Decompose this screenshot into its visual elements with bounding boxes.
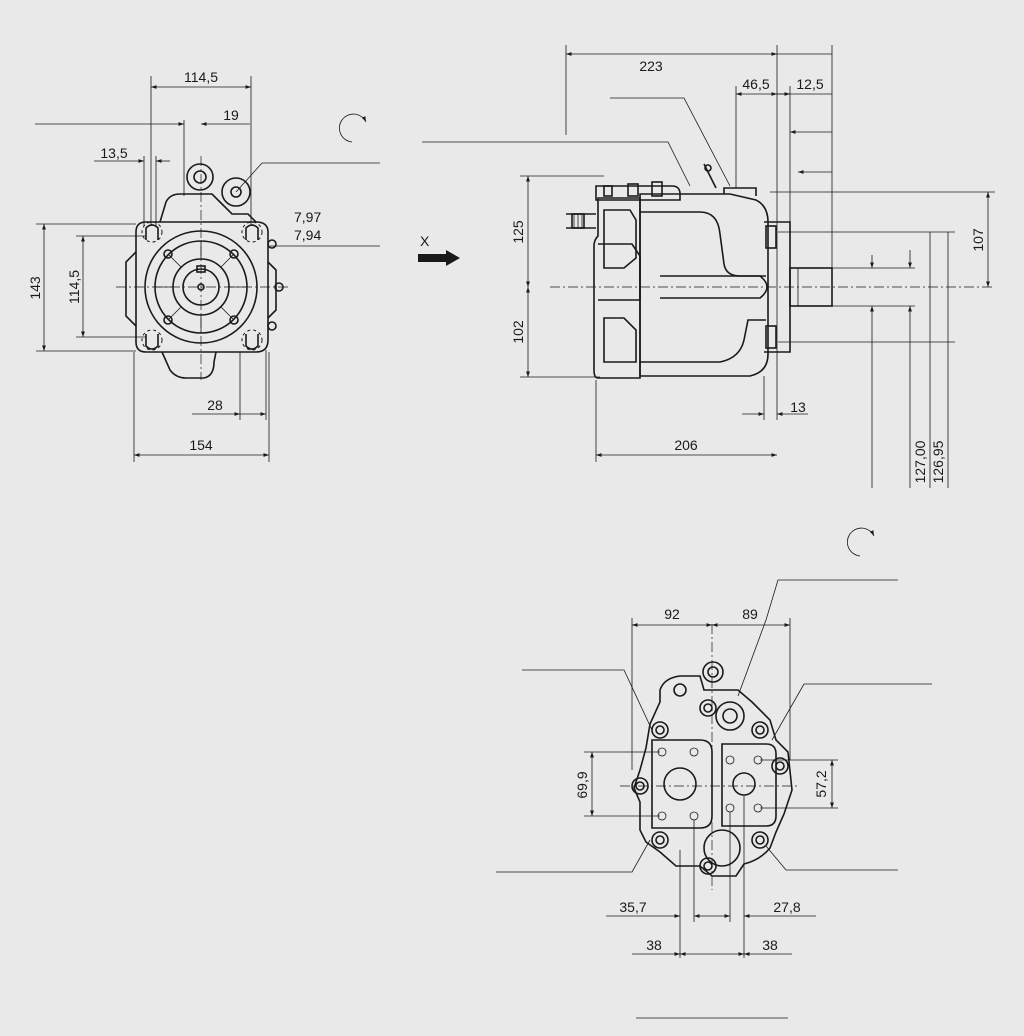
dim-7-94: 7,94 (294, 227, 322, 243)
dim-206: 206 (674, 437, 698, 453)
side-view (422, 45, 995, 488)
view-x-arrow (418, 233, 460, 266)
dim-46-5: 46,5 (742, 76, 770, 92)
dim-154: 154 (189, 437, 213, 453)
rotation-arrow-icon (339, 114, 366, 142)
dim-13-5: 13,5 (100, 145, 128, 161)
rear-view (496, 528, 932, 1018)
dim-143: 143 (27, 276, 43, 300)
dim-7-97: 7,97 (294, 209, 322, 225)
dim-38-right: 38 (762, 937, 778, 953)
front-view (27, 69, 380, 462)
dim-28: 28 (207, 397, 223, 413)
dim-35-7: 35,7 (619, 899, 647, 915)
view-x-label: X (420, 233, 430, 249)
dim-57-2: 57,2 (813, 770, 829, 798)
dim-89: 89 (742, 606, 758, 622)
dim-127-00: 127,00 (912, 440, 928, 484)
dim-125: 125 (510, 220, 526, 244)
dim-12-5: 12,5 (796, 76, 824, 92)
dim-126-95: 126,95 (930, 440, 946, 484)
dim-92: 92 (664, 606, 680, 622)
dim-223: 223 (639, 58, 663, 74)
dim-114-5-height: 114,5 (66, 270, 82, 304)
dim-38-left: 38 (646, 937, 662, 953)
dim-19: 19 (223, 107, 239, 123)
dim-13: 13 (790, 399, 806, 415)
dim-27-8: 27,8 (773, 899, 801, 915)
dim-69-9: 69,9 (574, 771, 590, 799)
direction-arrow-icon (418, 250, 460, 266)
dim-102: 102 (510, 320, 526, 344)
dim-107: 107 (970, 228, 986, 252)
rotation-arrow-icon (847, 528, 874, 556)
dim-114-5-top: 114,5 (184, 69, 218, 85)
